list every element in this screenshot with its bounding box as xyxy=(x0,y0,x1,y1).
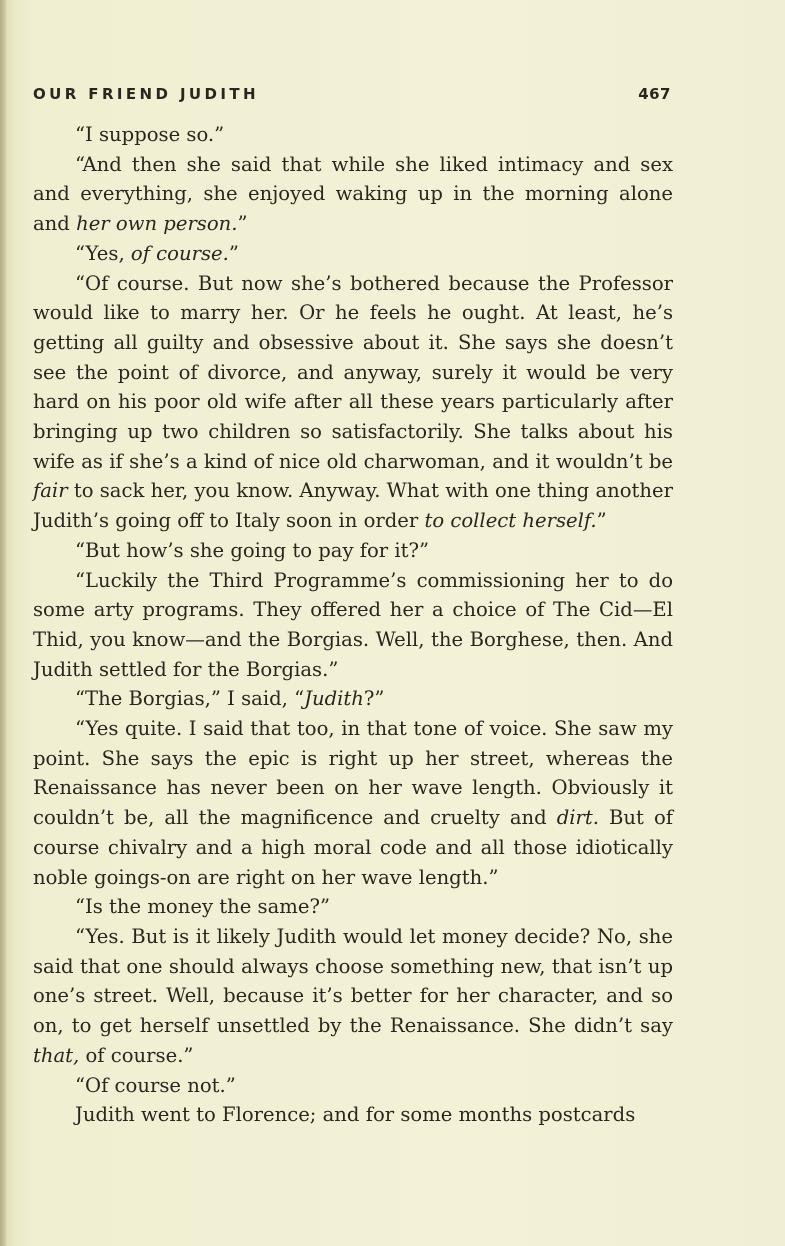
text-run: “Of course not.” xyxy=(75,1073,236,1097)
italic-text: Judith xyxy=(304,687,364,711)
text-run: of course.” xyxy=(79,1043,194,1067)
italic-text: that, xyxy=(33,1043,80,1067)
paragraph xyxy=(33,1100,673,1130)
italic-text: fair xyxy=(33,479,68,503)
text-run: ” xyxy=(596,509,607,533)
text-run: “Luckily the Third Programme’s commissioning her to do some arty programs. They offered her a choice of The Cid—El Thid, you know—and the Borgias. Well, the Borghese, then. And Judith settled for the Borgias.” xyxy=(33,568,673,681)
text-run: “Yes, xyxy=(75,241,131,265)
paragraph xyxy=(33,892,673,922)
text-run: But of course chivalry and a high moral code and all those idiotically noble goings-on are right on her wave length.” xyxy=(33,806,673,889)
text-run: “The Borgias,” I said, “ xyxy=(75,687,305,711)
paragraph xyxy=(33,922,673,1071)
paragraph xyxy=(33,269,673,536)
italic-text: to collect herself. xyxy=(424,509,597,533)
paragraph xyxy=(33,1071,673,1101)
text-run: to sack her, you know. Anyway. What with one thing another Judith’s going off to Italy soon in order xyxy=(33,479,673,533)
text-run: ?” xyxy=(363,687,385,711)
text-run: Judith went to Florence; and for some months postcards xyxy=(75,1103,636,1127)
body-text xyxy=(33,120,673,1130)
text-run: “I suppose so.” xyxy=(75,123,225,146)
paragraph xyxy=(33,120,673,150)
paragraph xyxy=(33,150,673,239)
paragraph xyxy=(33,684,673,714)
page-spine-shadow xyxy=(0,0,6,1246)
italic-text: dirt. xyxy=(556,806,600,830)
text-run: ” xyxy=(228,241,239,265)
paragraph xyxy=(33,239,673,269)
text-run: “Yes. But is it likely Judith would let money decide? No, she said that one should always choose something new, that isn’t up one’s street. Well, because it’s better for her character, and so on, to get herself unsettled by the Renaissance. She didn’t say xyxy=(33,924,673,1038)
text-run: “Of course. But now she’s bothered because the Professor would like to marry her. Or he feels he ought. At least, he’s getting all guilty and obsessive about it. She says she doesn’t see the point of divorce, and anyway, surely it would be very hard on his poor old wife after all these years particularly after bringing up two children so satisfactorily. She talks about his wife as if she’s a kind of nice old charwoman, and it wouldn’t be xyxy=(33,271,673,473)
paragraph xyxy=(33,566,673,685)
text-run: “But how’s she going to pay for it?” xyxy=(75,538,430,562)
italic-text: her own person. xyxy=(76,212,238,236)
page-number: 467 xyxy=(638,85,671,103)
text-run: “Yes quite. I said that too, in that tone of voice. She saw my point. She says the epic is right up her street, whereas the Renaissance has never been on her wave length. Obviously it couldn’t be, all the magnificence and cruelty and xyxy=(33,717,673,830)
paragraph xyxy=(33,714,673,892)
running-title: OUR FRIEND JUDITH xyxy=(33,85,259,103)
running-header xyxy=(33,82,671,106)
paragraph xyxy=(33,536,673,566)
italic-text: of course. xyxy=(130,241,229,265)
text-run: ” xyxy=(237,212,248,236)
text-run: “And then she said that while she liked intimacy and sex and everything, she enjoyed waking up in the morning alone and xyxy=(33,152,673,236)
text-run: “Is the money the same?” xyxy=(75,895,330,919)
